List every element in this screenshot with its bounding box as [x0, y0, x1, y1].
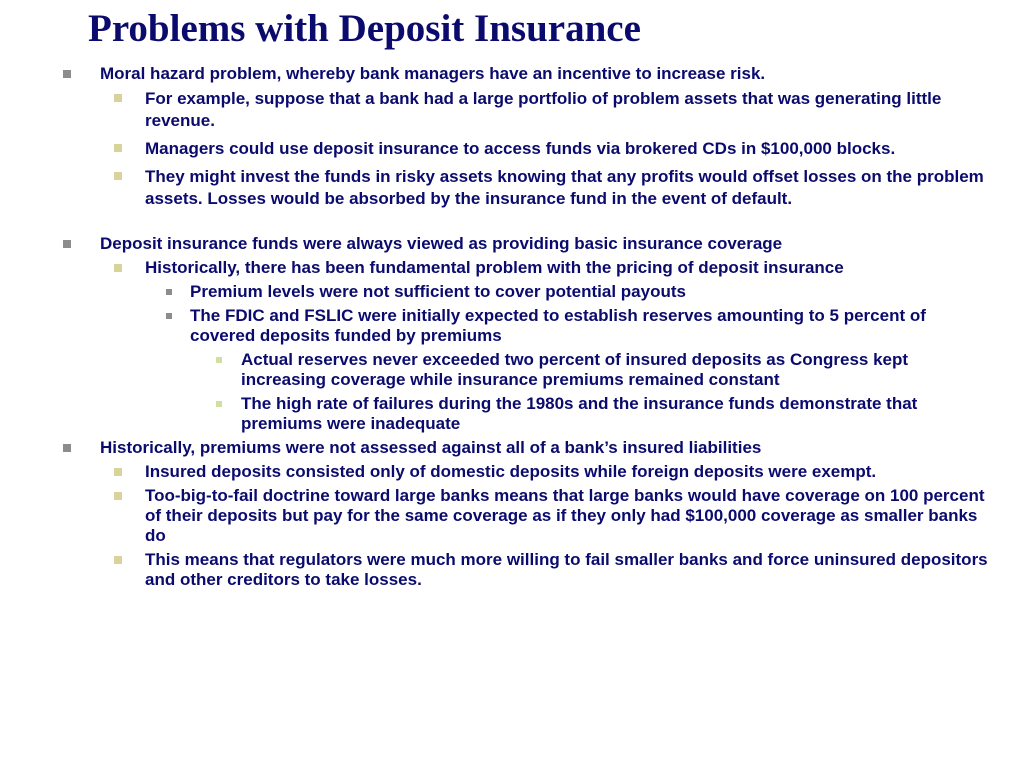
square-bullet-icon [166, 289, 172, 295]
bullet-text: Managers could use deposit insurance to access funds via brokered CDs in $100,000 blocks. [145, 139, 896, 158]
bullet-text: Too-big-to-fail doctrine toward large banks means that large banks would have coverage on 100 percent of their deposits but pay for the same coverage as if they only had $100,000 coverage as smaller banks do [145, 486, 985, 545]
bullet-text: The FDIC and FSLIC were initially expected to establish reserves amounting to 5 percent of covered deposits funded by premiums [190, 306, 926, 345]
slide-title: Problems with Deposit Insurance [88, 7, 641, 50]
bullet-premiums-assessment [100, 438, 990, 458]
square-bullet-icon [216, 357, 222, 363]
bullet-text: Actual reserves never exceeded two percent of insured deposits as Congress kept increasing coverage while insurance premiums remained constant [241, 350, 909, 389]
bullet-text: For example, suppose that a bank had a large portfolio of problem assets that was generating little revenue. [145, 89, 942, 130]
square-bullet-icon [216, 401, 222, 407]
square-bullet-icon [114, 172, 122, 180]
sub-bullet [145, 258, 990, 278]
square-bullet-icon [114, 556, 122, 564]
square-bullet-icon [114, 94, 122, 102]
square-bullet-icon [63, 70, 71, 78]
bullet-text: They might invest the funds in risky assets knowing that any profits would offset losses on the problem assets. Losses would be absorbed by the insurance fund in the event of default. [145, 167, 984, 208]
square-bullet-icon [166, 313, 172, 319]
sub-bullet [145, 138, 990, 160]
square-bullet-icon [114, 264, 122, 272]
bullet-text: Insured deposits consisted only of domestic deposits while foreign deposits were exempt. [145, 462, 877, 481]
bullet-text: Historically, premiums were not assessed against all of a bank’s insured liabilities [100, 438, 762, 457]
square-bullet-icon [114, 492, 122, 500]
square-bullet-icon [114, 468, 122, 476]
bullet-text: Moral hazard problem, whereby bank managers have an incentive to increase risk. [100, 64, 766, 83]
sub-sub-bullet [190, 282, 980, 302]
bullet-basic-coverage [100, 234, 990, 254]
sub-bullet [145, 166, 990, 210]
bullet-text: Deposit insurance funds were always viewed as providing basic insurance coverage [100, 234, 783, 253]
level4-bullet [241, 350, 986, 390]
slide-content [0, 64, 1024, 590]
sub-bullet [145, 88, 990, 132]
square-bullet-icon [114, 144, 122, 152]
bullet-text: The high rate of failures during the 1980s and the insurance funds demonstrate that premiums were inadequate [241, 394, 918, 433]
sub-bullet [145, 462, 990, 482]
sub-sub-bullet [190, 306, 980, 346]
bullet-text: This means that regulators were much more willing to fail smaller banks and force uninsured depositors and other creditors to take losses. [145, 550, 988, 589]
sub-bullet [145, 486, 990, 546]
bullet-text: Historically, there has been fundamental problem with the pricing of deposit insurance [145, 258, 844, 277]
bullet-moral-hazard [100, 64, 990, 84]
square-bullet-icon [63, 444, 71, 452]
square-bullet-icon [63, 240, 71, 248]
level4-bullet [241, 394, 986, 434]
bullet-text: Premium levels were not sufficient to cover potential payouts [190, 282, 686, 301]
sub-bullet [145, 550, 990, 590]
